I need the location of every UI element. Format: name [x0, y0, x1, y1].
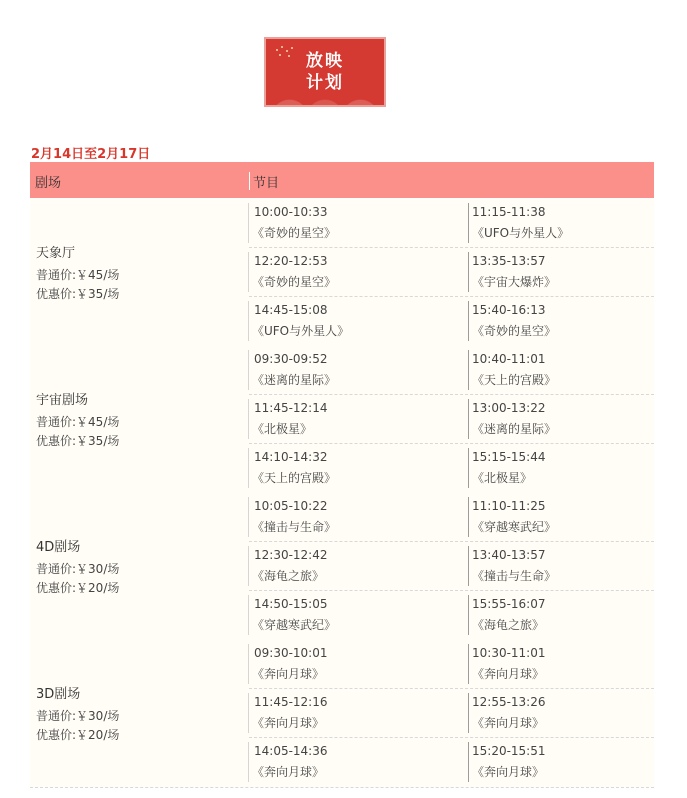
row-divider [249, 737, 654, 738]
show-time: 11:45-12:14 [254, 401, 328, 415]
badge-line-1: 放映 [306, 51, 344, 71]
show-time: 14:45-15:08 [254, 303, 328, 317]
show-title: 《天上的宫殿》 [252, 471, 337, 485]
show-cell [470, 199, 684, 247]
show-cell [470, 444, 684, 492]
row-divider [249, 688, 654, 689]
venue-block [30, 640, 654, 787]
venue-info [36, 242, 119, 304]
show-title: 《奔向月球》 [472, 765, 545, 779]
venue-info [36, 389, 119, 451]
venue-block [30, 199, 654, 346]
show-cell [470, 738, 684, 786]
venue-discount-price: 优惠价:￥20/场 [36, 728, 120, 742]
show-time: 12:30-12:42 [254, 548, 328, 562]
show-title: 《穿越寒武纪》 [252, 618, 337, 632]
show-time: 14:10-14:32 [254, 450, 328, 464]
show-cell [251, 738, 465, 786]
table-header [30, 162, 654, 198]
show-cell [251, 493, 465, 541]
venue-discount-price: 优惠价:￥20/场 [36, 581, 120, 595]
header-divider [249, 172, 250, 190]
show-title: 《奔向月球》 [252, 716, 325, 730]
show-title: 《奇妙的星空》 [252, 275, 337, 289]
show-time: 11:45-12:16 [254, 695, 328, 709]
venue-block [30, 346, 654, 493]
show-time: 13:35-13:57 [472, 254, 546, 268]
venue-info [36, 536, 119, 598]
venue-regular-price: 普通价:￥30/场 [36, 709, 120, 723]
show-title: 《天上的宫殿》 [472, 373, 557, 387]
show-time: 14:50-15:05 [254, 597, 328, 611]
show-time: 15:40-16:13 [472, 303, 546, 317]
venue-block [30, 493, 654, 640]
venue-info [36, 683, 119, 745]
show-time: 10:00-10:33 [254, 205, 328, 219]
venue-regular-price: 普通价:￥45/场 [36, 268, 120, 282]
schedule-badge [264, 37, 386, 107]
show-title: 《UFO与外星人》 [252, 324, 350, 338]
show-time: 12:55-13:26 [472, 695, 546, 709]
show-cell [470, 689, 684, 737]
show-time: 13:40-13:57 [472, 548, 546, 562]
show-cell [251, 444, 465, 492]
show-cell [251, 542, 465, 590]
show-time: 13:00-13:22 [472, 401, 546, 415]
show-cell [251, 199, 465, 247]
venue-regular-price: 普通价:￥30/场 [36, 562, 120, 576]
show-cell [470, 640, 684, 688]
show-cell [251, 248, 465, 296]
show-cell [470, 248, 684, 296]
show-title: 《UFO与外星人》 [472, 226, 570, 240]
row-divider [249, 541, 654, 542]
show-time: 15:20-15:51 [472, 744, 546, 758]
date-range: 2月14日至2月17日 [31, 147, 151, 162]
show-time: 15:15-15:44 [472, 450, 546, 464]
row-divider [249, 296, 654, 297]
show-title: 《宇宙大爆炸》 [472, 275, 557, 289]
show-title: 《撞击与生命》 [472, 569, 557, 583]
show-cell [251, 640, 465, 688]
show-time: 10:30-11:01 [472, 646, 546, 660]
show-cell [251, 395, 465, 443]
show-cell [251, 346, 465, 394]
show-cell [251, 689, 465, 737]
show-cell [470, 591, 684, 639]
show-title: 《迷离的星际》 [472, 422, 557, 436]
show-time: 10:40-11:01 [472, 352, 546, 366]
badge-line-2: 计划 [306, 73, 344, 93]
show-title: 《奇妙的星空》 [252, 226, 337, 240]
venue-name: 宇宙剧场 [36, 393, 89, 408]
show-cell [470, 493, 684, 541]
row-divider [249, 590, 654, 591]
show-title: 《北极星》 [472, 471, 533, 485]
show-time: 11:10-11:25 [472, 499, 546, 513]
show-title: 《奔向月球》 [252, 667, 325, 681]
show-cell [470, 542, 684, 590]
show-time: 15:55-16:07 [472, 597, 546, 611]
show-cell [470, 395, 684, 443]
show-cell [251, 591, 465, 639]
show-time: 14:05-14:36 [254, 744, 328, 758]
show-time: 09:30-10:01 [254, 646, 328, 660]
header-program: 节目 [253, 176, 280, 191]
show-cell [470, 346, 684, 394]
venue-divider [30, 787, 654, 788]
show-title: 《奔向月球》 [472, 716, 545, 730]
show-time: 11:15-11:38 [472, 205, 546, 219]
show-time: 10:05-10:22 [254, 499, 328, 513]
header-venue: 剧场 [35, 176, 62, 191]
venue-name: 天象厅 [36, 246, 76, 261]
show-title: 《奔向月球》 [472, 667, 545, 681]
venue-regular-price: 普通价:￥45/场 [36, 415, 120, 429]
row-divider [249, 394, 654, 395]
show-cell [470, 297, 684, 345]
show-cell [251, 297, 465, 345]
venue-discount-price: 优惠价:￥35/场 [36, 434, 120, 448]
venue-discount-price: 优惠价:￥35/场 [36, 287, 120, 301]
show-title: 《海龟之旅》 [252, 569, 325, 583]
sparkle-decoration [274, 45, 296, 59]
row-divider [249, 247, 654, 248]
show-title: 《迷离的星际》 [252, 373, 337, 387]
show-title: 《海龟之旅》 [472, 618, 545, 632]
show-title: 《奔向月球》 [252, 765, 325, 779]
show-title: 《北极星》 [252, 422, 313, 436]
venue-name: 3D剧场 [36, 687, 81, 702]
row-divider [249, 443, 654, 444]
show-title: 《穿越寒武纪》 [472, 520, 557, 534]
venue-name: 4D剧场 [36, 540, 81, 555]
show-title: 《奇妙的星空》 [472, 324, 557, 338]
show-time: 12:20-12:53 [254, 254, 328, 268]
show-time: 09:30-09:52 [254, 352, 328, 366]
show-title: 《撞击与生命》 [252, 520, 337, 534]
